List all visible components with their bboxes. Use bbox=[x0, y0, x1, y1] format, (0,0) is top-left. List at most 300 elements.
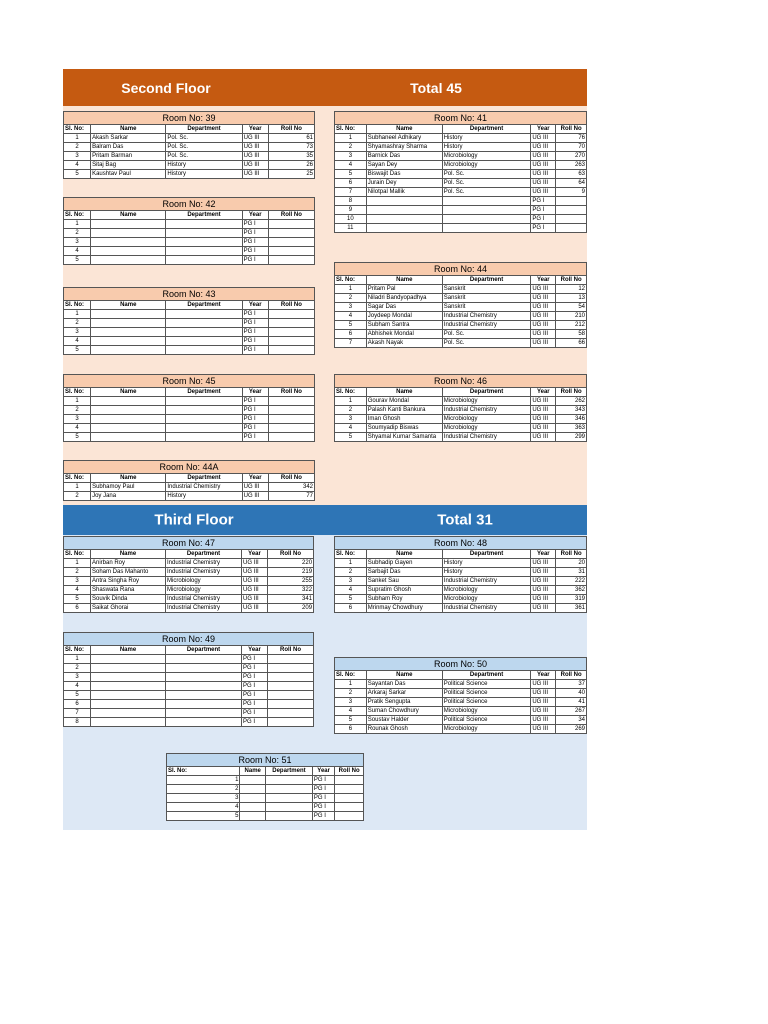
table-cell: Nilotpal Mallik bbox=[366, 188, 442, 197]
table-cell: UG III bbox=[531, 152, 556, 161]
room-title: Room No: 44A bbox=[64, 461, 315, 474]
table-cell: 1 bbox=[64, 310, 91, 319]
table-cell: Joy Jana bbox=[91, 492, 166, 501]
table-cell bbox=[91, 319, 166, 328]
table-row bbox=[64, 577, 314, 586]
table-cell: UG III bbox=[531, 188, 556, 197]
table-cell bbox=[265, 785, 312, 794]
room-title: Room No: 50 bbox=[335, 658, 587, 671]
column-header: Year bbox=[531, 671, 556, 680]
column-header: Name bbox=[366, 550, 442, 559]
table-cell: 4 bbox=[335, 424, 367, 433]
table-row bbox=[64, 143, 315, 152]
table-cell: 5 bbox=[167, 812, 240, 821]
room-title: Room No: 45 bbox=[64, 375, 315, 388]
table-cell: 2 bbox=[335, 568, 367, 577]
table-cell: Pratik Sengupta bbox=[366, 698, 442, 707]
table-cell: UG III bbox=[531, 725, 556, 734]
room-title: Room No: 47 bbox=[64, 537, 314, 550]
table-row bbox=[335, 698, 587, 707]
table-cell: PG I bbox=[242, 700, 268, 709]
table-cell: 3 bbox=[335, 698, 367, 707]
table-cell: Suman Chowdhury bbox=[366, 707, 442, 716]
column-header: Department bbox=[265, 767, 312, 776]
table-cell: 5 bbox=[64, 595, 91, 604]
table-cell: PG I bbox=[242, 238, 268, 247]
floor-total: Total 45 bbox=[410, 79, 462, 96]
table-cell: History bbox=[166, 161, 242, 170]
table-cell: UG III bbox=[531, 312, 556, 321]
table-row bbox=[167, 794, 364, 803]
table-cell bbox=[268, 346, 314, 355]
table-row bbox=[64, 397, 315, 406]
table-cell: 219 bbox=[268, 568, 314, 577]
table-cell: 4 bbox=[335, 312, 367, 321]
table-cell bbox=[91, 718, 166, 727]
table-row bbox=[335, 206, 587, 215]
table-cell bbox=[268, 238, 314, 247]
table-row bbox=[167, 803, 364, 812]
table-cell bbox=[268, 682, 314, 691]
table-row bbox=[64, 700, 314, 709]
table-row bbox=[64, 559, 314, 568]
table-row bbox=[335, 197, 587, 206]
table-cell bbox=[166, 337, 242, 346]
column-header: Roll No bbox=[268, 301, 314, 310]
table-row bbox=[64, 586, 314, 595]
table-cell: 2 bbox=[64, 143, 91, 152]
table-cell: UG III bbox=[531, 568, 556, 577]
table-cell: 64 bbox=[556, 179, 587, 188]
table-cell: 8 bbox=[335, 197, 367, 206]
room-title: Room No: 46 bbox=[335, 375, 587, 388]
table-cell bbox=[166, 346, 242, 355]
table-cell bbox=[166, 682, 242, 691]
table-cell: UG III bbox=[531, 716, 556, 725]
column-header: Roll No bbox=[335, 767, 364, 776]
table-cell bbox=[366, 206, 442, 215]
table-cell: 26 bbox=[268, 161, 314, 170]
table-cell: UG III bbox=[531, 577, 556, 586]
table-row bbox=[64, 134, 315, 143]
table-cell bbox=[265, 794, 312, 803]
table-cell: Sayan Dey bbox=[366, 161, 442, 170]
table-row bbox=[335, 725, 587, 734]
table-cell: 263 bbox=[556, 161, 587, 170]
table-cell: Subhaneel Adhikary bbox=[366, 134, 442, 143]
table-cell: UG III bbox=[242, 161, 268, 170]
table-cell: 5 bbox=[335, 716, 367, 725]
table-cell: UG III bbox=[531, 294, 556, 303]
table-row bbox=[64, 152, 315, 161]
column-header: Sl. No: bbox=[167, 767, 240, 776]
table-cell bbox=[366, 215, 442, 224]
table-row bbox=[335, 339, 587, 348]
column-header: Name bbox=[366, 276, 442, 285]
table-cell bbox=[268, 655, 314, 664]
table-cell: PG I bbox=[242, 682, 268, 691]
table-cell: 40 bbox=[556, 689, 587, 698]
column-header: Year bbox=[242, 388, 268, 397]
table-cell bbox=[335, 785, 364, 794]
table-cell: UG III bbox=[531, 330, 556, 339]
table-cell: 2 bbox=[167, 785, 240, 794]
column-header: Name bbox=[91, 474, 166, 483]
table-cell: 2 bbox=[64, 664, 91, 673]
table-cell: 4 bbox=[64, 247, 91, 256]
table-cell bbox=[91, 415, 166, 424]
table-header-row bbox=[64, 301, 315, 310]
table-row bbox=[335, 586, 587, 595]
table-cell bbox=[268, 328, 314, 337]
room-table-r50 bbox=[334, 657, 587, 734]
table-cell bbox=[240, 803, 266, 812]
table-cell: 5 bbox=[64, 691, 91, 700]
table-cell: 4 bbox=[335, 161, 367, 170]
table-row bbox=[64, 604, 314, 613]
table-cell bbox=[556, 224, 587, 233]
table-cell: 343 bbox=[556, 406, 587, 415]
table-cell: Industrial Chemistry bbox=[166, 595, 242, 604]
column-header: Year bbox=[242, 474, 268, 483]
table-cell: Barnick Das bbox=[366, 152, 442, 161]
table-cell: 5 bbox=[335, 433, 367, 442]
table-cell: Political Science bbox=[442, 698, 531, 707]
column-header: Name bbox=[366, 671, 442, 680]
column-header: Year bbox=[531, 550, 556, 559]
table-cell: Microbiology bbox=[442, 161, 531, 170]
table-cell: 1 bbox=[167, 776, 240, 785]
table-cell: UG III bbox=[531, 415, 556, 424]
table-cell: 269 bbox=[556, 725, 587, 734]
table-cell: 2 bbox=[64, 568, 91, 577]
column-header: Year bbox=[531, 125, 556, 134]
table-cell: 12 bbox=[556, 285, 587, 294]
table-cell: 270 bbox=[556, 152, 587, 161]
table-cell bbox=[556, 197, 587, 206]
column-header: Name bbox=[91, 646, 166, 655]
table-row bbox=[335, 604, 587, 613]
table-cell: PG I bbox=[242, 328, 268, 337]
table-header-row bbox=[335, 550, 587, 559]
table-cell bbox=[91, 256, 166, 265]
table-cell: UG III bbox=[531, 321, 556, 330]
table-cell: PG I bbox=[242, 415, 268, 424]
table-cell bbox=[91, 229, 166, 238]
table-cell bbox=[91, 247, 166, 256]
room-table-r47 bbox=[63, 536, 314, 613]
table-row bbox=[64, 718, 314, 727]
table-cell: Supratim Ghosh bbox=[366, 586, 442, 595]
table-cell: PG I bbox=[531, 206, 556, 215]
table-cell: Sagar Das bbox=[366, 303, 442, 312]
column-header: Sl. No: bbox=[64, 474, 91, 483]
table-cell: Microbiology bbox=[442, 595, 531, 604]
table-cell: 6 bbox=[335, 330, 367, 339]
table-header-row bbox=[167, 767, 364, 776]
table-row bbox=[64, 433, 315, 442]
column-header: Sl. No: bbox=[335, 388, 367, 397]
column-header: Name bbox=[366, 388, 442, 397]
table-row bbox=[335, 170, 587, 179]
table-cell: 4 bbox=[64, 424, 91, 433]
table-cell: Mrinmay Chowdhury bbox=[366, 604, 442, 613]
table-cell: UG III bbox=[531, 424, 556, 433]
table-row bbox=[335, 312, 587, 321]
table-cell bbox=[240, 812, 266, 821]
table-cell: PG I bbox=[242, 220, 268, 229]
table-cell bbox=[335, 812, 364, 821]
table-cell bbox=[166, 238, 242, 247]
column-header: Year bbox=[242, 301, 268, 310]
table-cell: 5 bbox=[64, 433, 91, 442]
table-cell bbox=[166, 415, 242, 424]
table-cell: Arkaraj Sarkar bbox=[366, 689, 442, 698]
table-row bbox=[64, 568, 314, 577]
table-cell: 2 bbox=[335, 689, 367, 698]
table-row bbox=[335, 285, 587, 294]
table-row bbox=[64, 161, 315, 170]
table-cell bbox=[91, 682, 166, 691]
table-cell bbox=[268, 673, 314, 682]
table-header-row bbox=[335, 125, 587, 134]
table-cell: 346 bbox=[556, 415, 587, 424]
table-cell bbox=[91, 424, 166, 433]
table-cell bbox=[240, 776, 266, 785]
table-row bbox=[335, 179, 587, 188]
table-cell: PG I bbox=[312, 812, 334, 821]
table-cell: PG I bbox=[531, 197, 556, 206]
table-row bbox=[335, 415, 587, 424]
room-title: Room No: 42 bbox=[64, 198, 315, 211]
table-cell: Microbiology bbox=[442, 707, 531, 716]
table-cell: 5 bbox=[64, 346, 91, 355]
column-header: Name bbox=[366, 125, 442, 134]
table-cell: 77 bbox=[268, 492, 314, 501]
table-row bbox=[335, 424, 587, 433]
table-row bbox=[64, 492, 315, 501]
table-row bbox=[64, 247, 315, 256]
table-cell: 66 bbox=[556, 339, 587, 348]
room-table-r48 bbox=[334, 536, 587, 613]
table-cell: UG III bbox=[531, 134, 556, 143]
table-cell: Industrial Chemistry bbox=[442, 604, 531, 613]
table-cell: PG I bbox=[242, 346, 268, 355]
table-cell: 73 bbox=[268, 143, 314, 152]
table-cell bbox=[166, 673, 242, 682]
table-cell: Pol. Sc. bbox=[442, 179, 531, 188]
table-cell bbox=[166, 718, 242, 727]
table-cell bbox=[91, 406, 166, 415]
table-cell: UG III bbox=[531, 143, 556, 152]
table-cell bbox=[268, 415, 314, 424]
table-cell: 319 bbox=[556, 595, 587, 604]
column-header: Sl. No: bbox=[64, 211, 91, 220]
table-cell: Pol. Sc. bbox=[442, 188, 531, 197]
table-cell: PG I bbox=[242, 397, 268, 406]
table-cell: 58 bbox=[556, 330, 587, 339]
table-cell: PG I bbox=[242, 664, 268, 673]
table-row bbox=[335, 188, 587, 197]
table-cell: UG III bbox=[531, 680, 556, 689]
table-cell: 361 bbox=[556, 604, 587, 613]
table-cell: UG III bbox=[242, 134, 268, 143]
table-cell bbox=[166, 433, 242, 442]
table-cell: 1 bbox=[335, 285, 367, 294]
column-header: Roll No bbox=[556, 388, 587, 397]
table-cell: Pol. Sc. bbox=[166, 143, 242, 152]
table-cell bbox=[442, 224, 531, 233]
table-cell: Microbiology bbox=[166, 577, 242, 586]
table-cell: Political Science bbox=[442, 716, 531, 725]
table-row bbox=[335, 330, 587, 339]
column-header: Name bbox=[91, 125, 166, 134]
column-header: Sl. No: bbox=[335, 671, 367, 680]
table-cell: Sanskrit bbox=[442, 294, 531, 303]
table-cell: PG I bbox=[312, 794, 334, 803]
table-row bbox=[64, 238, 315, 247]
table-cell: UG III bbox=[531, 559, 556, 568]
room-table-r51 bbox=[166, 753, 364, 821]
table-cell: Microbiology bbox=[442, 725, 531, 734]
table-cell: UG III bbox=[531, 604, 556, 613]
table-cell: 342 bbox=[268, 483, 314, 492]
table-cell: 20 bbox=[556, 559, 587, 568]
second-floor-header bbox=[63, 69, 587, 106]
table-cell: PG I bbox=[242, 655, 268, 664]
table-cell: PG I bbox=[242, 406, 268, 415]
column-header: Name bbox=[91, 550, 166, 559]
table-cell: PG I bbox=[242, 310, 268, 319]
table-cell: 4 bbox=[167, 803, 240, 812]
table-row bbox=[64, 328, 315, 337]
table-row bbox=[64, 655, 314, 664]
table-row bbox=[335, 294, 587, 303]
table-cell: 322 bbox=[268, 586, 314, 595]
table-cell bbox=[91, 700, 166, 709]
table-cell bbox=[166, 655, 242, 664]
table-cell: UG III bbox=[531, 586, 556, 595]
table-cell: PG I bbox=[242, 319, 268, 328]
table-cell: Microbiology bbox=[442, 397, 531, 406]
table-row bbox=[64, 682, 314, 691]
table-row bbox=[335, 559, 587, 568]
table-cell: History bbox=[166, 170, 242, 179]
column-header: Roll No bbox=[556, 276, 587, 285]
table-cell: 11 bbox=[335, 224, 367, 233]
table-cell: 1 bbox=[335, 559, 367, 568]
column-header: Sl. No: bbox=[64, 125, 91, 134]
table-cell: 4 bbox=[335, 707, 367, 716]
floor-title: Third Floor bbox=[154, 511, 234, 529]
column-header: Year bbox=[531, 276, 556, 285]
table-cell: PG I bbox=[242, 256, 268, 265]
column-header: Name bbox=[91, 388, 166, 397]
table-cell: 2 bbox=[335, 294, 367, 303]
table-row bbox=[64, 337, 315, 346]
table-cell bbox=[166, 664, 242, 673]
table-cell bbox=[335, 776, 364, 785]
table-cell: UG III bbox=[531, 285, 556, 294]
floor-title: Second Floor bbox=[121, 79, 211, 96]
table-cell: 6 bbox=[64, 604, 91, 613]
table-cell: 25 bbox=[268, 170, 314, 179]
room-table-r45 bbox=[63, 374, 315, 442]
table-row bbox=[64, 691, 314, 700]
table-cell: 341 bbox=[268, 595, 314, 604]
room-title: Room No: 51 bbox=[167, 754, 364, 767]
table-cell bbox=[166, 709, 242, 718]
table-cell: Sarbajit Das bbox=[366, 568, 442, 577]
table-cell: PG I bbox=[312, 776, 334, 785]
table-cell: UG III bbox=[531, 303, 556, 312]
table-row bbox=[64, 709, 314, 718]
column-header: Roll No bbox=[268, 646, 314, 655]
table-cell: Microbiology bbox=[166, 586, 242, 595]
table-cell: 41 bbox=[556, 698, 587, 707]
table-row bbox=[64, 664, 314, 673]
table-cell: 7 bbox=[64, 709, 91, 718]
table-cell: Souvik Dinda bbox=[91, 595, 166, 604]
table-cell bbox=[166, 700, 242, 709]
table-cell: 54 bbox=[556, 303, 587, 312]
table-cell: Antra Singha Roy bbox=[91, 577, 166, 586]
table-cell: Industrial Chemistry bbox=[166, 559, 242, 568]
column-header: Year bbox=[242, 211, 268, 220]
table-cell: 3 bbox=[335, 152, 367, 161]
table-row bbox=[64, 415, 315, 424]
table-cell: 220 bbox=[268, 559, 314, 568]
table-header-row bbox=[335, 276, 587, 285]
table-cell bbox=[91, 673, 166, 682]
table-row bbox=[335, 595, 587, 604]
table-row bbox=[64, 256, 315, 265]
table-cell: 4 bbox=[64, 682, 91, 691]
room-title: Room No: 48 bbox=[335, 537, 587, 550]
table-cell bbox=[442, 215, 531, 224]
room-title: Room No: 49 bbox=[64, 633, 314, 646]
table-cell: Shaswata Rana bbox=[91, 586, 166, 595]
table-cell bbox=[268, 691, 314, 700]
table-cell: Akash Nayak bbox=[366, 339, 442, 348]
table-cell bbox=[366, 197, 442, 206]
table-cell bbox=[166, 310, 242, 319]
table-cell: 1 bbox=[64, 559, 91, 568]
column-header: Roll No bbox=[556, 550, 587, 559]
table-cell: Sanskrit bbox=[442, 303, 531, 312]
room-table-r42 bbox=[63, 197, 315, 265]
table-cell: PG I bbox=[242, 673, 268, 682]
table-cell bbox=[91, 709, 166, 718]
table-cell: 4 bbox=[64, 586, 91, 595]
table-cell: UG III bbox=[531, 707, 556, 716]
column-header: Year bbox=[242, 550, 268, 559]
column-header: Department bbox=[166, 388, 242, 397]
column-header: Sl. No: bbox=[335, 550, 367, 559]
table-cell: Pritam Barman bbox=[91, 152, 166, 161]
table-cell: Kaushtav Paul bbox=[91, 170, 166, 179]
table-cell bbox=[91, 664, 166, 673]
table-cell: 4 bbox=[64, 337, 91, 346]
table-cell: Rounak Ghosh bbox=[366, 725, 442, 734]
table-cell: PG I bbox=[312, 785, 334, 794]
table-cell: Gourav Mondal bbox=[366, 397, 442, 406]
table-row bbox=[335, 161, 587, 170]
room-table-r44a bbox=[63, 460, 315, 501]
table-cell: UG III bbox=[242, 152, 268, 161]
table-cell bbox=[268, 406, 314, 415]
table-cell: PG I bbox=[242, 718, 268, 727]
